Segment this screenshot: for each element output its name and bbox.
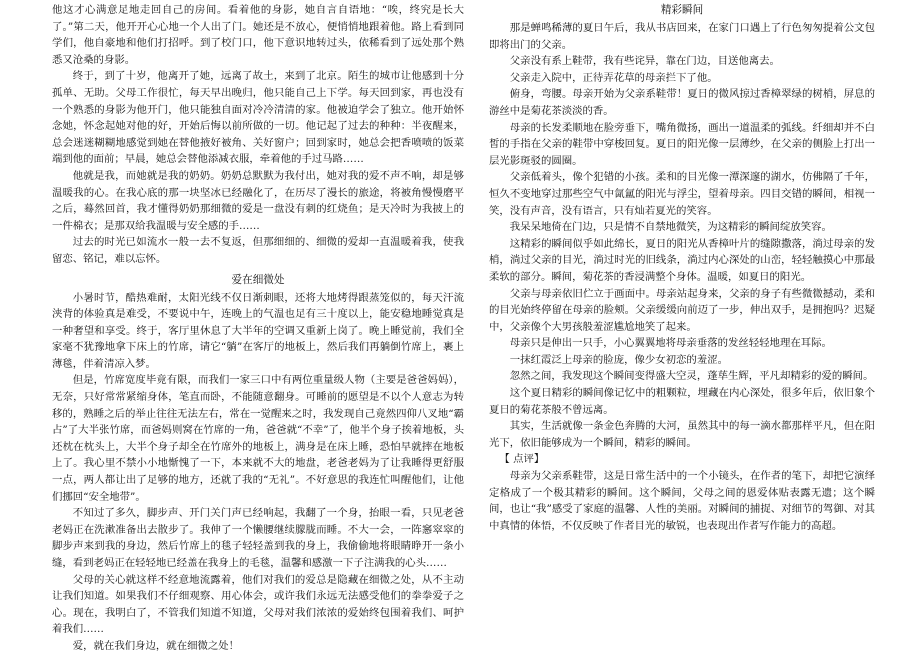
paragraph: 父亲低着头，像个犯错的小孩。柔和的目光像一潭深邃的湖水，仿佛隔了千年，恒久不变地穿过那些空气中氤氲的阳光与浮尘，望着母亲。四目交错的瞬间，相视一笑，没有声音，没有语言，只有灿若夏光的笑容。 (489, 171, 875, 217)
paragraph: 那是蝉鸣稀薄的夏日午后，我从书店回来，在家门口遇上了行色匆匆提着公文包即将出门的父亲。 (489, 22, 875, 51)
paragraph: 父母的关心就这样不经意地流露着，他们对我们的爱总是隐藏在细微之处，从不主动让我们知道。如果我们不仔细观察、用心体会，或许我们永远无法感受他们的拳拳爱子之心。现在，我明白了，不管我们知道不知道，父母对我们浓浓的爱始终包围着我们、呵护着我们…… (52, 573, 464, 636)
paragraph: 俯身，弯腰。母亲开始为父亲系鞋带！夏日的微风掠过香樟翠绿的树梢，屏息的游丝中是菊花茶淡淡的香。 (489, 88, 875, 117)
paragraph: 忽然之间，我发现这个瞬间变得盛大空灵，蓬荜生辉，平凡却精彩的爱的瞬间。 (509, 370, 874, 383)
paragraph: 母亲的长发柔顺地在脸旁垂下，嘴角微扬，画出一道温柔的弧线。纤细却并不白皙的手指在父亲的鞋带中穿梭回复。夏日的阳光像一层薄纱，在父亲的侧脸上打出一层光影斑驳的圆圈。 (489, 121, 875, 167)
essay-title: 精彩瞬间 (660, 4, 704, 16)
paragraph: 这个夏日精彩的瞬间像记忆中的粗颗粒，埋藏在内心深处，很多年后，依旧象个夏日的菊花茶般不曾远离。 (489, 387, 875, 416)
paragraph: 但是，竹席宽度毕竟有限，而我们一家三口中有两位重量级人物（主要是爸爸妈妈），无奈，只好常常紧缩身体，笔直而卧，不能随意翻身。可睡前的愿望是不以个人意志为转移的，熟睡之后的举止往往无法左右，常在一觉醒来之时，我发现自己竟然四仰八叉地“霸占”了大半张竹席，而爸妈则窝在竹席的一角，爸爸就“不幸”了，他半个身子挨着地板，头还枕在枕头上，大半个身子却全在竹席外的地板上，满身是在床上睡，恐怕早就摔在地板上了。我心里不禁小小地惭愧了一下，本来就不大的地盘，老爸老妈为了让我睡得更舒服一点，两人都让出了足够的地方，还就了我的“无礼”。不好意思的我连忙叫醒他们，让他们挪回“安全地带”。 (52, 374, 464, 503)
paragraph: 过去的时光已如流水一般一去不复返，但那细细的、细微的爱却一直温暖着我，使我留恋、铭记，难以忘怀。 (52, 236, 464, 265)
paragraph: 一抹红霞泛上母亲的脸庞，像少女初恋的羞涩。 (509, 353, 728, 366)
paragraph: 父亲没有系上鞋带，我有些诧异，靠在门边，目送他离去。 (509, 55, 780, 68)
paragraph: 这精彩的瞬间似乎如此绵长，夏日的阳光从香樟叶片的缝隙撒落，淌过母亲的发梢，淌过父亲的目光，淌过时光的旧线条，淌过内心深处的山峦，轻轻触摸心中那最柔软的部分。瞬间，菊花茶的香浸满整个身体。温暖，如夏日的阳光。 (489, 237, 875, 283)
paragraph: 爱，就在我们身边，就在细微之处！ (72, 639, 240, 652)
right-column (489, 2, 875, 534)
paragraph: 不知过了多久，脚步声、开门关门声已经响起，我翻了一个身，抬眼一看，只见老爸老妈正在洗漱准备出去散步了。我伸了一个懒腰继续朦胧而睡。不大一会，一阵窸窣窣的脚步声来到我的身边，然后竹席上的毯子轻轻盖到我的身上，我偷偷地将眼睛睁开一条小缝，看到老妈正在轻轻地已经盖在我身上的毛毯，温馨和感激一下子注满我的心头…… (52, 507, 464, 569)
paragraph: 母亲只是伸出一只手，小心翼翼地将母亲垂落的发丝轻轻地理在耳际。 (509, 337, 832, 350)
watermark: .jin (384, 226, 483, 296)
paragraph: 小暑时节，酷热难耐，太阳光线不仅日渐刺眼，还将大地烤得跟蒸笼似的，每天汗流浃背的体验真是难受，不要说中午，连晚上的气温也足有三十度以上，能安稳地睡觉真是一种奢望和享受。终于，客厅里休息了大半年的空调又重新上岗了。晚上睡觉前，我们全家毫不犹豫地拿下床上的竹席，请它“躺”在客厅的地板上，然后我们再躺倒竹席上，裹上薄毯，伴着清凉入梦。 (52, 291, 464, 370)
commentary-text: 母亲为父亲系鞋带，这是日常生活中的一个小镜头，在作者的笔下，却把它演绎定格成了一个极其精彩的瞬间。这个瞬间，父母之间的恩爱体贴表露无遗；这个瞬间，也让“我”感受了家庭的温馨、人性的美丽。对瞬间的捕捉、对细节的驾御、对其中真情的体悟，不仅反映了作者目光的敏锐，也表现出作者写作能力的高超。 (489, 470, 875, 532)
paragraph: 他就是我，而她就是我的奶奶。奶奶总默默为我付出，她对我的爱不声不响，却是够温暖我的心。在我心底的那一块坚冰已经融化了，在历尽了漫长的旅途，将被角慢慢磨平之后，蓦然回首，我才懂得奶奶那细微的爱是一盘没有刺的红烧鱼；是天冷时为我披上的一件棉衣；是那双给我温暖与安全感的手…… (52, 169, 464, 232)
paragraph: 他这才心满意足地走回自己的房间。看着他的身影，她自言自语地：“唉，终究是长大了。”第二天，他开开心心地一个人出了门。她还是不放心，便悄悄地跟着他。路上看到同学们，他自豪地和他们打招呼。到了校门口，他下意识地转过头，依稀看到了远处那个熟悉又沧桑的身影。 (52, 4, 464, 66)
paragraph: 父亲与母亲依旧伫立于画面中。母亲站起身来，父亲的身子有些微微撼动，柔和的目光始终停留在母亲的脸颊。父亲缓缓向前迈了一步，伸出双手，是拥抱吗？迟疑中，父亲像个大男孩般羞涩尴尬地笑了起来。 (489, 287, 875, 333)
paragraph: 终于，到了十岁，他离开了她，远离了故土，来到了北京。陌生的城市让他感到十分孤单、无助。父母工作很忙，每天早出晚归，他只能自己上下学。每天回到家，再也没有一个熟悉的身影为他开门，他只能独自面对冷冷清清的家。他被迫学会了独立。他开始怀念她，怀念起她对他的好，开始后悔以前所做的一切。他记起了过去的种种：半夜醒来，总会迷迷糊糊地感觉到她在替他掖好被角、关好窗户；回到家时，她总会把香喷喷的饭菜端到他的面前；早晨，她总会替他添减衣服，牵着他的手过马路…… (52, 70, 464, 166)
essay-title: 爱在细微处 (231, 273, 285, 286)
paragraph: 其实，生活就像一条金色奔腾的大河，虽然其中的每一滴水都那样平凡，但在阳光下，依旧能够成为一个瞬间，精彩的瞬间。 (489, 420, 875, 449)
paragraph: 我呆呆地倚在门边，只是情不自禁地微笑，为这精彩的瞬间绽放笑容。 (509, 221, 832, 234)
commentary-heading: 【 点评】 (499, 453, 545, 466)
left-column (52, 2, 464, 655)
paragraph: 父亲走入院中，正待弄花草的母亲拦下了他。 (509, 71, 718, 84)
